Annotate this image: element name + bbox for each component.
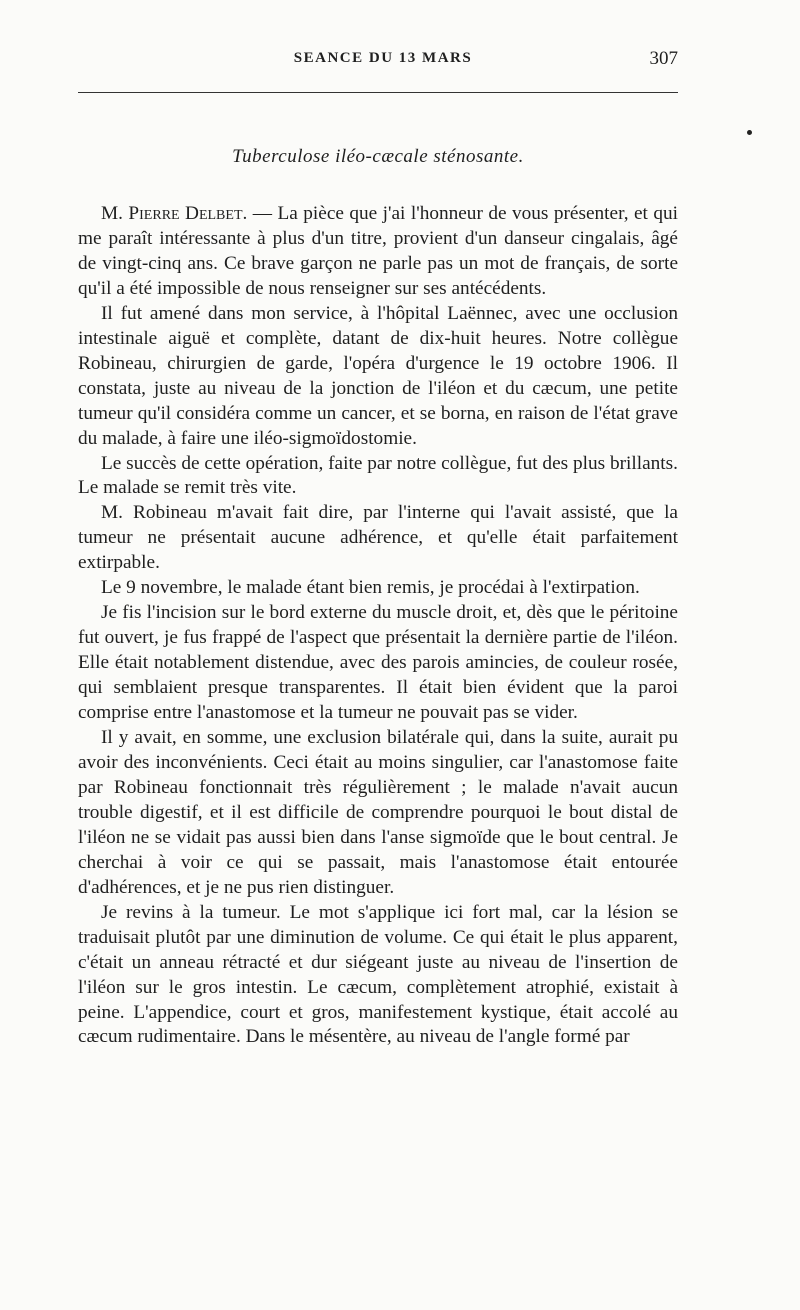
paragraph-5: Le 9 novembre, le malade étant bien remis, je procédai à l'extirpation. [101, 577, 640, 599]
paragraph-2: Il fut amené dans mon service, à l'hôpital Laënnec, avec une occlusion intestinale aiguë et complète, datant de dix-huit heures. Notre collègue Robineau, chirurgien de garde, l'opéra d'urgence le 19 octobre 1906. Il constata, juste au niveau de la jonction de l'iléon et du cæcum, une petite tumeur qu'il considéra comme un cancer, et se borna, en raison de l'état grave du malade, à faire une iléo-sigmoïdostomie. [78, 302, 678, 449]
running-title: SEANCE DU 13 MARS [293, 50, 473, 66]
running-header [78, 48, 678, 72]
paragraph-7: Il y avait, en somme, une exclusion bilatérale qui, dans la suite, aurait pu avoir des inconvénients. Ceci était au moins singulier, car l'anastomose faite par Robineau fonctionnait très régulièrement ; le malade n'avait aucun trouble digestif, et il est difficile de comprendre pourquoi le bout distal de l'iléon ne se vidait pas aussi bien dans l'anse sigmoïde que le bout central. Je cherchai à voir ce qui se passait, mais l'anastomose était entourée d'adhérences, et je ne pus rien distinguer. [78, 727, 678, 898]
paragraph-4: M. Robineau m'avait fait dire, par l'interne qui l'avait assisté, que la tumeur ne présentait aucune adhérence, et qu'elle était parfaitement extirpable. [78, 502, 678, 574]
intro-lead: M. [101, 203, 129, 224]
article-body [78, 202, 678, 1050]
article-title: Tuberculose iléo-cæcale sténosante. [232, 146, 524, 167]
header-rule [78, 92, 678, 93]
paragraph-1 [78, 202, 678, 302]
ink-speck [747, 130, 752, 135]
author-name: Pierre Delbet [128, 203, 243, 224]
paragraph-3: Le succès de cette opération, faite par notre collègue, fut des plus brillants. Le malade se remit très vite. [78, 452, 678, 499]
paragraph-1-text: . — La pièce que j'ai l'honneur de vous présenter, et qui me paraît intéressante à plus d'un titre, provient d'un danseur cingalais, âgé de vingt-cinq ans. Ce brave garçon ne parle pas un mot de français, de sorte qu'il a été impossible de nous renseigner sur ses antécédents. [78, 203, 678, 299]
paragraph-6: Je fis l'incision sur le bord externe du muscle droit, et, dès que le péritoine fut ouvert, je fus frappé de l'aspect que présentait la dernière partie de l'iléon. Elle était notablement distendue, avec des parois amincies, de couleur rosée, qui semblaient presque transparentes. Il était bien évident que la paroi comprise entre l'anastomose et la tumeur ne pouvait pas se vider. [78, 602, 678, 724]
paragraph-8: Je revins à la tumeur. Le mot s'applique ici fort mal, car la lésion se traduisait plutôt par une diminution de volume. Ce qui était le plus apparent, c'était un anneau rétracté et dur siégeant juste au niveau de l'insertion de l'iléon sur le gros intestin. Le cæcum, complètement atrophié, existait à peine. L'appendice, court et gros, manifestement kystique, était accolé au cæcum rudimentaire. Dans le mésentère, au niveau de l'angle formé par [78, 901, 678, 1048]
page-number: 307 [649, 48, 678, 69]
